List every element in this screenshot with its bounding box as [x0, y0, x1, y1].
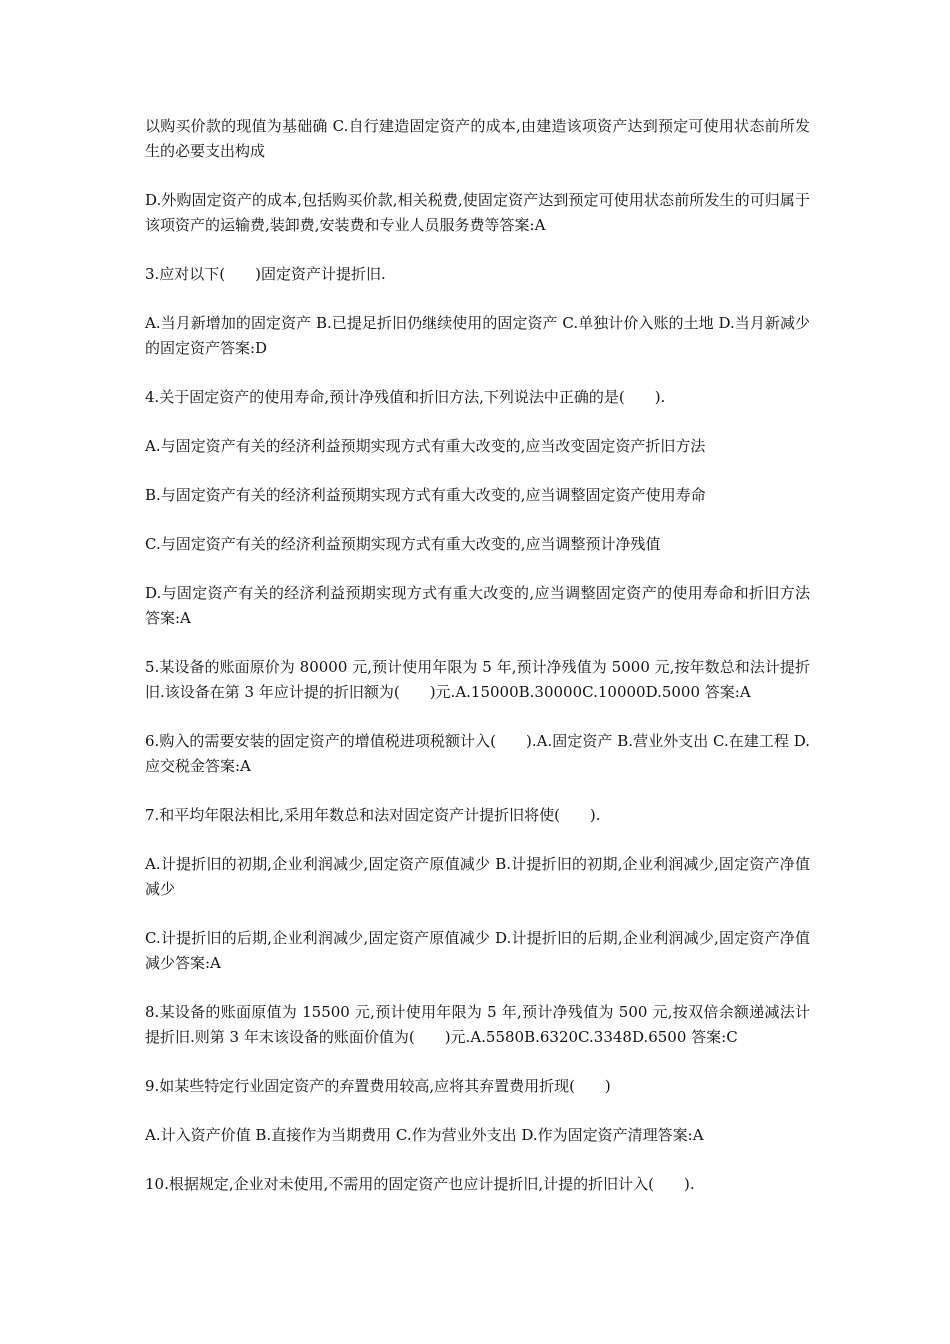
question-10: 10.根据规定,企业对未使用,不需用的固定资产也应计提折旧,计提的折旧计入( ).	[145, 1175, 695, 1193]
question-8: 8.某设备的账面原值为 15500 元,预计使用年限为 5 年,预计净残值为 500 元,按双倍余额递减法计提折旧.则第 3 年末该设备的账面价值为( )元.A.5580B.6320C.3348D.6500 答案:C	[145, 1003, 810, 1046]
question-4: 4.关于固定资产的使用寿命,预计净残值和折旧方法,下列说法中正确的是( ).	[145, 388, 666, 406]
question-4-option-c: C.与固定资产有关的经济利益预期实现方式有重大改变的,应当调整预计净残值	[145, 535, 661, 553]
question-3-options: A.当月新增加的固定资产 B.已提足折旧仍继续使用的固定资产 C.单独计价入账的土地 D.当月新减少的固定资产答案:D	[145, 314, 810, 357]
question-6: 6.购入的需要安装的固定资产的增值税进项税额计入( ).A.固定资产 B.营业外支出 C.在建工程 D.应交税金答案:A	[145, 732, 810, 775]
question-7-options-ab: A.计提折旧的初期,企业利润减少,固定资产原值减少 B.计提折旧的初期,企业利润减少,固定资产净值减少	[145, 855, 810, 898]
question-4-option-d: D.与固定资产有关的经济利益预期实现方式有重大改变的,应当调整固定资产的使用寿命和折旧方法答案:A	[145, 584, 810, 627]
question-4-option-a: A.与固定资产有关的经济利益预期实现方式有重大改变的,应当改变固定资产折旧方法	[145, 437, 706, 455]
question-5: 5.某设备的账面原价为 80000 元,预计使用年限为 5 年,预计净残值为 5000 元,按年数总和法计提折旧.该设备在第 3 年应计提的折旧额为( )元.A.15000B.30000C.10000D.5000 答案:A	[145, 658, 810, 701]
question-3: 3.应对以下( )固定资产计提折旧.	[145, 265, 386, 283]
paragraph-option-c-continued: 以购买价款的现值为基础确 C.自行建造固定资产的成本,由建造该项资产达到预定可使用状态前所发生的必要支出构成	[145, 117, 810, 160]
question-7-options-cd: C.计提折旧的后期,企业利润减少,固定资产原值减少 D.计提折旧的后期,企业利润减少,固定资产净值减少答案:A	[145, 929, 810, 972]
question-9-options: A.计入资产价值 B.直接作为当期费用 C.作为营业外支出 D.作为固定资产清理答案:A	[145, 1126, 704, 1144]
question-4-option-b: B.与固定资产有关的经济利益预期实现方式有重大改变的,应当调整固定资产使用寿命	[145, 486, 706, 504]
paragraph-option-d-answer: D.外购固定资产的成本,包括购买价款,相关税费,使固定资产达到预定可使用状态前所发生的可归属于该项资产的运输费,装卸费,安装费和专业人员服务费等答案:A	[145, 191, 810, 234]
question-7: 7.和平均年限法相比,采用年数总和法对固定资产计提折旧将使( ).	[145, 806, 601, 824]
document-page	[145, 114, 810, 1221]
question-9: 9.如某些特定行业固定资产的弃置费用较高,应将其弃置费用折现( )	[145, 1077, 611, 1095]
